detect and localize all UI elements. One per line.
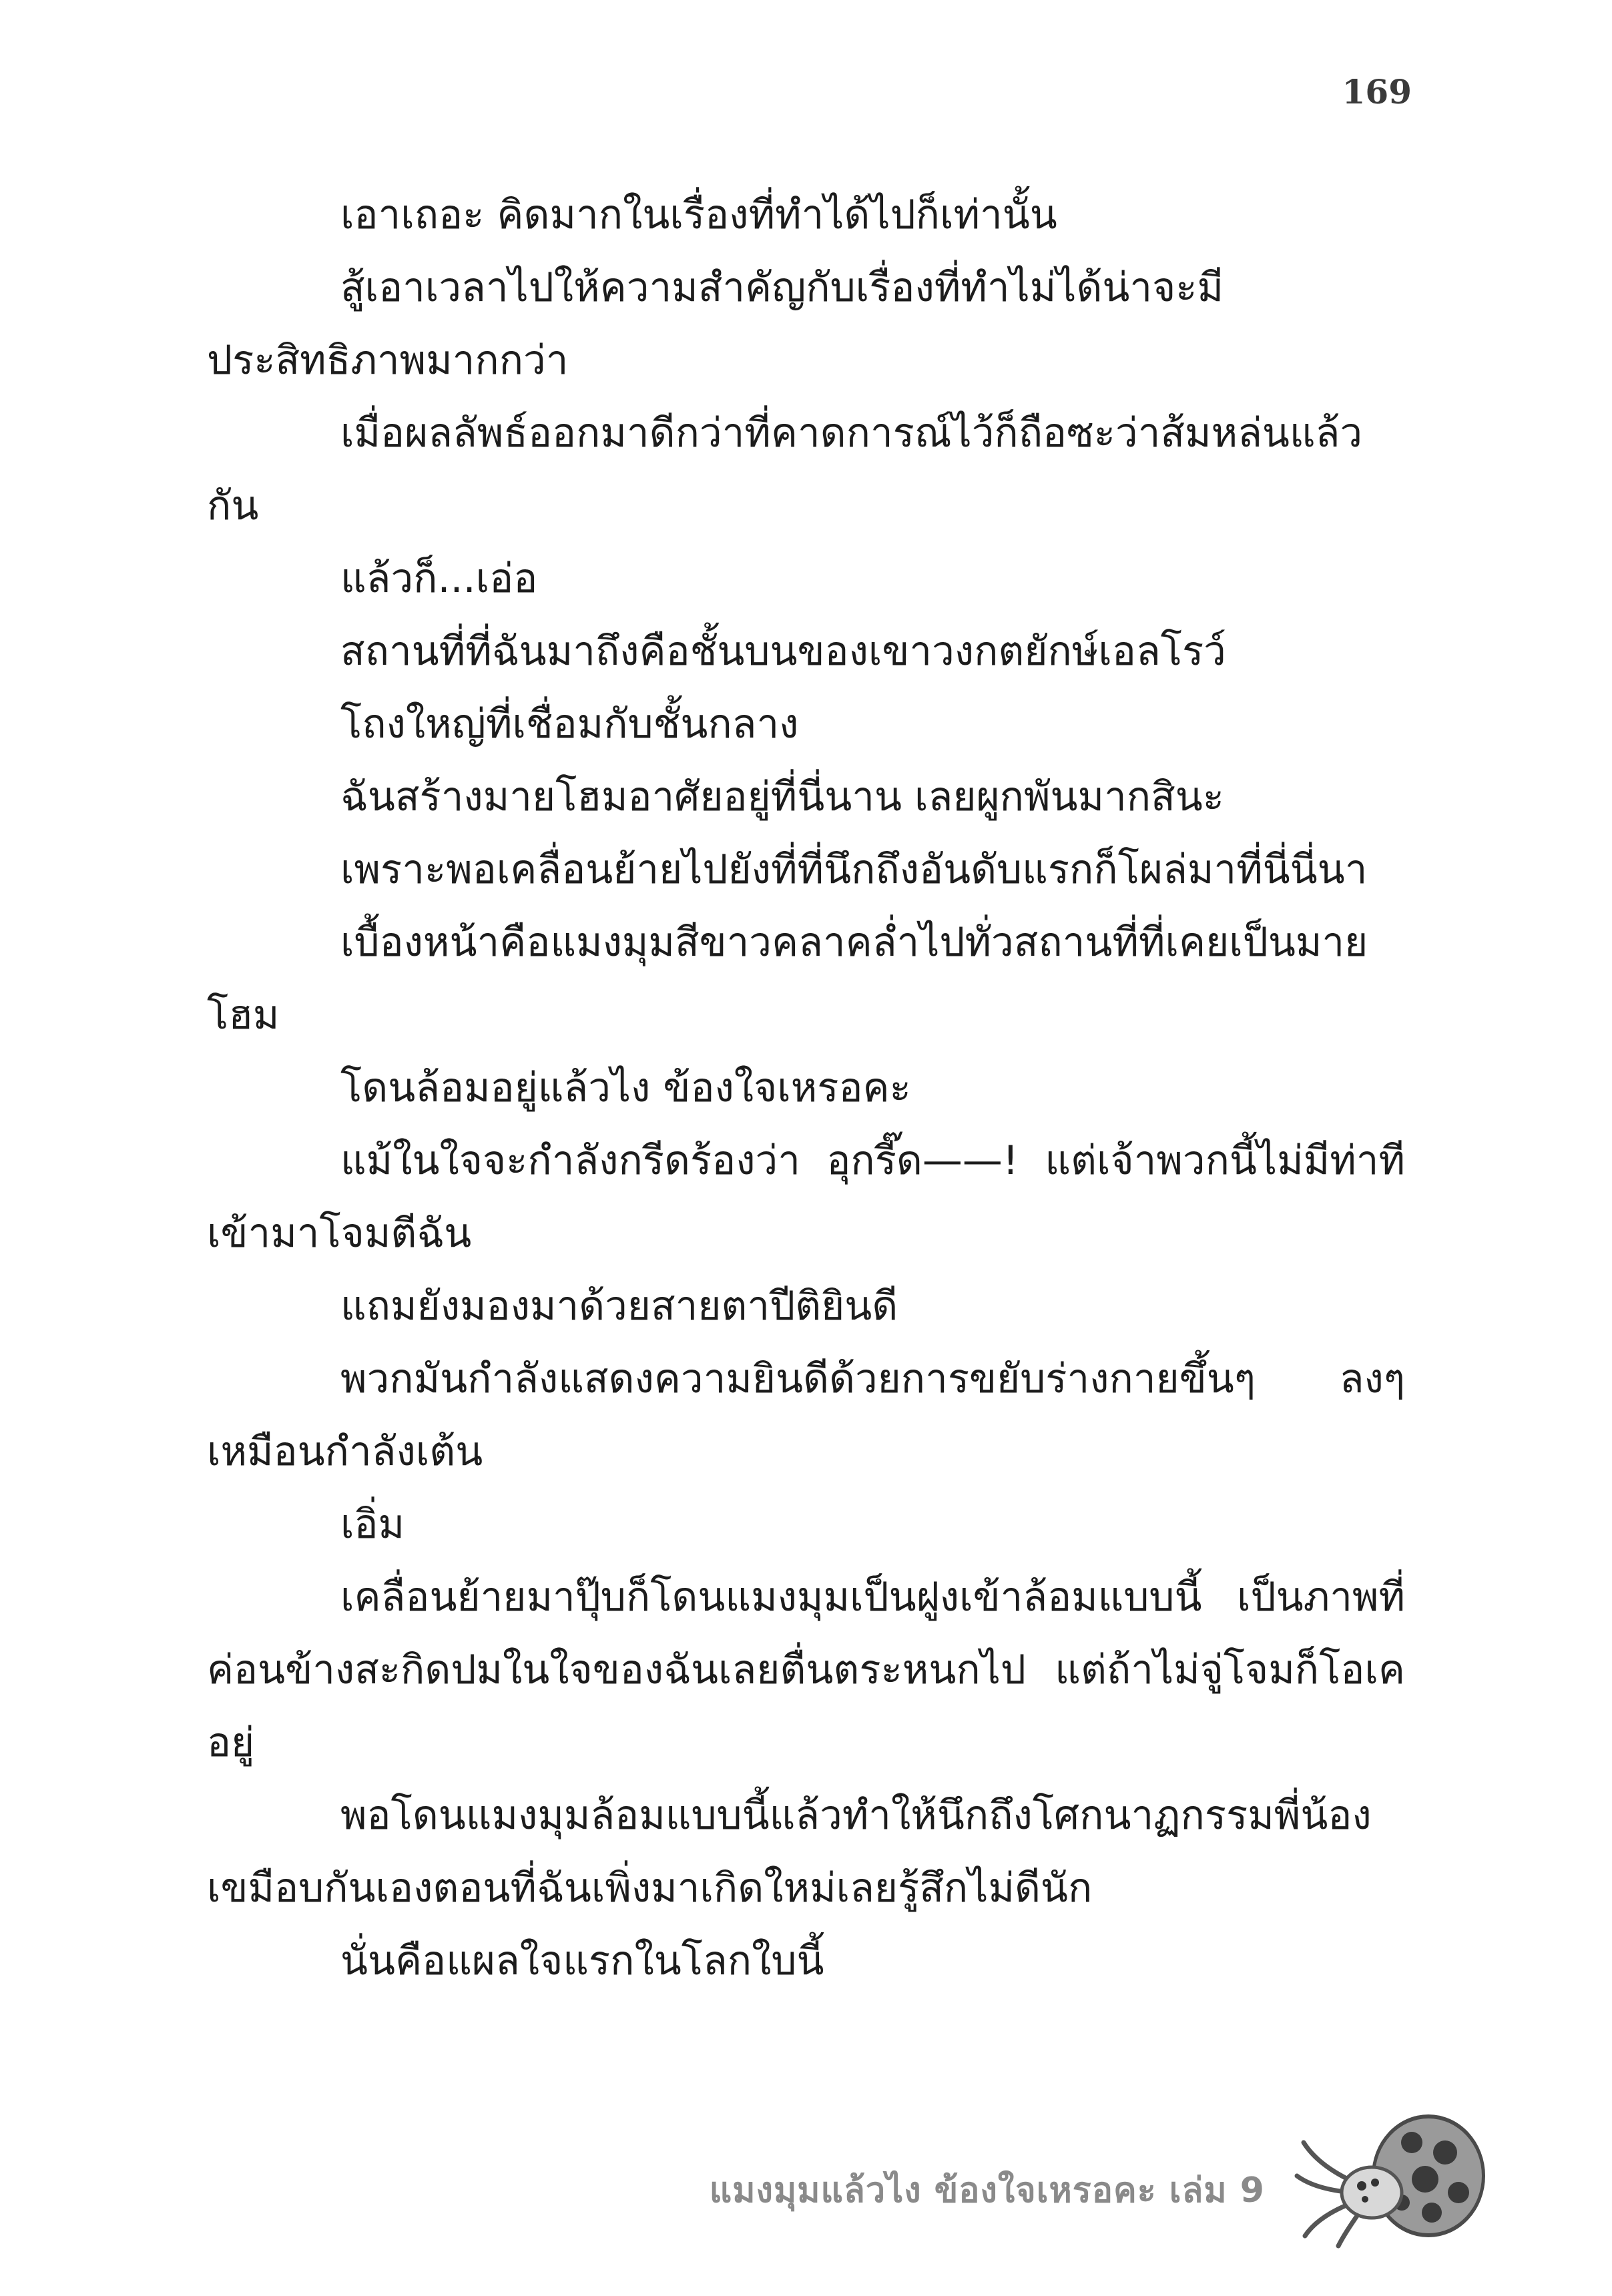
paragraph: โถงใหญ่ที่เชื่อมกับชั้นกลาง: [340, 701, 799, 748]
paragraph: ฉันสร้างมายโฮมอาศัยอยู่ที่นี่นาน เลยผูกพันมากสินะ: [340, 774, 1224, 820]
paragraph: เอาเถอะ คิดมากในเรื่องที่ทำได้ไปก็เท่านั้น: [340, 192, 1057, 238]
paragraph: เพราะพอเคลื่อนย้ายไปยังที่ที่นึกถึงอันดับแรกก็โผล่มาที่นี่นี่นา: [340, 846, 1368, 893]
paragraph: เบื้องหน้าคือแมงมุมสีขาวคลาคล่ำไปทั่วสถานที่ที่เคยเป็นมายโฮม: [207, 919, 1368, 1039]
paragraph: แถมยังมองมาด้วยสายตาปีติยินดี: [340, 1283, 898, 1330]
paragraph: สู้เอาเวลาไปให้ความสำคัญกับเรื่องที่ทำไม่ได้น่าจะมีประสิทธิภาพมากกว่า: [207, 264, 1224, 384]
paragraph: แม้ในใจจะกำลังกรีดร้องว่า อุกรี๊ด——! แต่เจ้าพวกนี้ไม่มีท่าทีเข้ามาโจมตีฉัน: [207, 1137, 1405, 1257]
paragraph: แล้วก็...เอ่อ: [340, 555, 538, 602]
paragraph: เอิ่ม: [340, 1501, 405, 1548]
body-text: [207, 179, 1405, 1998]
spider-icon: [1292, 2102, 1492, 2249]
page-number: 169: [1342, 72, 1412, 111]
paragraph: พอโดนแมงมุมล้อมแบบนี้แล้วทำให้นึกถึงโศกนาฏกรรมพี่น้องเขมือบกันเองตอนที่ฉันเพิ่งมาเกิดใหม่เลยรู้สึกไม่ดีนัก: [207, 1792, 1372, 1912]
footer-title: แมงมุมแล้วไง ข้องใจเหรอคะ เล่ม 9: [709, 2171, 1265, 2211]
paragraph: สถานที่ที่ฉันมาถึงคือชั้นบนของเขาวงกตยักษ์เอลโรว์: [340, 628, 1226, 675]
paragraph: เคลื่อนย้ายมาปุ๊บก็โดนแมงมุมเป็นฝูงเข้าล้อมแบบนี้ เป็นภาพที่ค่อนข้างสะกิดปมในใจของฉันเลยตื่นตระหนกไป แต่ถ้าไม่จู่โจมก็โอเคอยู่: [207, 1574, 1405, 1766]
paragraph: นั่นคือแผลใจแรกในโลกใบนี้: [340, 1938, 824, 1984]
paragraph: เมื่อผลลัพธ์ออกมาดีกว่าที่คาดการณ์ไว้ก็ถือซะว่าส้มหล่นแล้วกัน: [207, 410, 1363, 529]
paragraph: พวกมันกำลังแสดงความยินดีด้วยการขยับร่างกายขึ้นๆ ลงๆ เหมือนกำลังเต้น: [207, 1356, 1405, 1475]
paragraph: โดนล้อมอยู่แล้วไง ข้องใจเหรอคะ: [340, 1065, 911, 1111]
